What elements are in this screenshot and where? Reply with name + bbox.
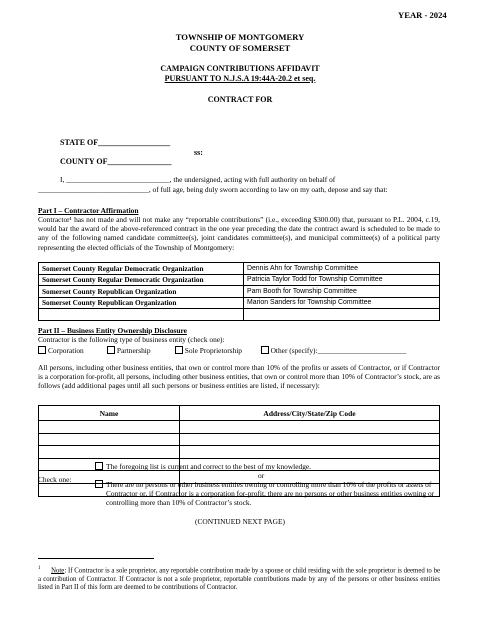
year-label: YEAR - 2024 [398, 10, 447, 20]
option-other[interactable]: Other (specify):________________________ [261, 346, 407, 355]
committee-name [244, 309, 440, 321]
oath-line-1: I, ____________________________, the undersigned, acting with full authority on behalf of [60, 175, 336, 184]
option-sole-proprietorship[interactable]: Sole Proprietorship [175, 346, 259, 355]
committee-organization: Somerset County Regular Democratic Organization [39, 274, 244, 286]
option-corporation[interactable]: Corporation [38, 346, 105, 355]
committee-name: Patricia Taylor Todd for Township Committee [244, 274, 440, 286]
statute-reference: PURSUANT TO N.J.S.A 19:44A-20.2 et seq. [164, 74, 316, 83]
committee-row [39, 263, 440, 275]
check-one-label: Check one: [38, 475, 72, 484]
state-of-field: STATE OF__________________ [60, 138, 171, 147]
check-option-2[interactable] [95, 480, 105, 489]
part2-subheading: Contractor is the following type of business entity (check one): [38, 335, 225, 344]
committee-name: Pam Booth for Township Committee [244, 286, 440, 298]
ownership-row [39, 421, 440, 434]
ss-label: ss: [194, 148, 203, 157]
part1-heading: Part I – Contractor Affirmation [38, 206, 139, 215]
check-option-1[interactable] [95, 462, 105, 471]
owner-name-cell[interactable] [39, 421, 180, 434]
committee-organization: Somerset County Republican Organization [39, 297, 244, 309]
column-header-name: Name [39, 406, 180, 421]
committee-row [39, 274, 440, 286]
footnote-divider [38, 558, 154, 559]
committee-row [39, 286, 440, 298]
form-title: CAMPAIGN CONTRIBUTIONS AFFIDAVIT [160, 64, 320, 73]
owner-address-cell[interactable] [180, 421, 440, 434]
check-option-1-text: The foregoing list is current and correct to the best of my knowledge. [106, 462, 312, 471]
part2-heading: Part II – Business Entity Ownership Disclosure [38, 326, 187, 335]
committee-organization [39, 309, 244, 321]
ownership-row [39, 433, 440, 446]
committee-row [39, 297, 440, 309]
owner-name-cell[interactable] [39, 433, 180, 446]
check-option-2-text: There are no persons or other business entities owning or controlling more than 10% of the profits or assets of Contractor or, if Contractor is a corporation for-profit, there are no persons or other business entities owning or controlling more than 10% of Contractor’s stock. [106, 480, 435, 508]
entity-type-options [38, 346, 440, 355]
owner-address-cell[interactable] [180, 433, 440, 446]
township-title: TOWNSHIP OF MONTGOMERY [175, 32, 305, 42]
committee-table [38, 262, 440, 321]
continued-label: (CONTINUED NEXT PAGE) [195, 517, 285, 526]
owner-address-cell[interactable] [180, 446, 440, 459]
contract-for-label: CONTRACT FOR [207, 95, 273, 104]
committee-organization: Somerset County Regular Democratic Organization [39, 263, 244, 275]
part1-text: Contractor¹ has not made and will not make any “reportable contributions” (i.e., exceeding $300.00) that, pursuant to P.L. 2004, c.19, would bar the award of the above-referenced contract in the one year preceding the date the contract award is scheduled to be made to any of the following named candidate committee(s), joint candidates committee(s), and municipal committee(s) of a political party representing the elected officials of the Township of Montgomery: [38, 215, 440, 252]
checkbox-icon[interactable] [38, 346, 46, 354]
part2-text: All persons, including other business entities, that own or control more than 10% of the profits or assets of Contractor, or if Contractor is a corporation for-profit, all persons, including other business entities, that own or control more than 10% of Contractor’s stock, are as follows (add additional pages until all such persons or business entities are listed, if necessary): [38, 363, 440, 391]
checkbox-icon[interactable] [261, 346, 269, 354]
county-title: COUNTY OF SOMERSET [189, 43, 291, 53]
committee-organization: Somerset County Republican Organization [39, 286, 244, 298]
committee-row [39, 309, 440, 321]
option-partnership[interactable]: Partnership [107, 346, 173, 355]
footnote: $^1$ Note: If Contractor is a sole proprietor, any reportable contribution made by a spouse or child residing with the sole proprietor is deemed to be a contribution of Contractor. If Contractor is not a sole proprietor, reportable contributions made by any of the persons or other business entities listed in Part II of this form are deemed to be contributions of Contractor. [38, 566, 440, 592]
owner-name-cell[interactable] [39, 446, 180, 459]
committee-name: Marion Sanders for Township Committee [244, 297, 440, 309]
ownership-row [39, 446, 440, 459]
oath-line-2: ______________________________, of full age, being duly sworn according to law on my oath, depose and say that: [38, 185, 388, 194]
checkbox-icon[interactable] [95, 480, 103, 488]
or-label: or [258, 471, 265, 480]
county-of-field: COUNTY OF________________ [60, 157, 172, 166]
column-header-address: Address/City/State/Zip Code [180, 406, 440, 421]
checkbox-icon[interactable] [107, 346, 115, 354]
committee-name: Dennis Ahn for Township Committee [244, 263, 440, 275]
checkbox-icon[interactable] [95, 462, 103, 470]
checkbox-icon[interactable] [175, 346, 183, 354]
